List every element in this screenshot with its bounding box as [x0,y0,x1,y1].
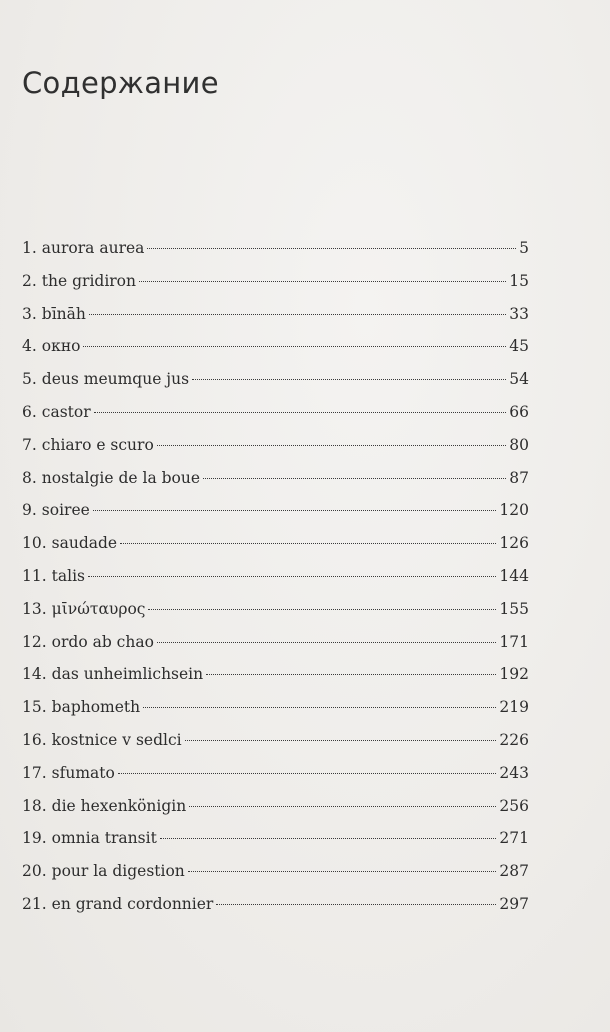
toc-entry-title: ordo ab chao [51,632,154,651]
toc-entry[interactable] [22,330,529,363]
toc-entry-page: 45 [509,337,529,356]
toc-entry[interactable] [22,429,529,462]
toc-entry[interactable] [22,396,529,429]
toc-entry[interactable] [22,691,529,724]
toc-entry[interactable] [22,790,529,823]
toc-dot-leader [147,248,516,249]
toc-entry-page: 171 [499,632,529,651]
toc-entry-page: 33 [509,304,529,323]
toc-dot-leader [157,445,506,446]
toc-entry-title: die hexenkönigin [51,796,187,815]
toc-dot-leader [148,609,496,610]
toc-entry-title: chiaro e scuro [41,435,154,454]
toc-entry-page: 256 [499,796,529,815]
toc-entry[interactable] [22,494,529,527]
toc-entry[interactable] [22,724,529,757]
toc-dot-leader [188,871,497,872]
toc-entry-title: окно [41,337,81,356]
toc-dot-leader [189,806,496,807]
toc-entry[interactable] [22,265,529,298]
toc-dot-leader [139,281,506,282]
toc-dot-leader [83,346,506,347]
toc-dot-leader [157,642,497,643]
toc-dot-leader [192,379,506,380]
toc-entry-title: das unheimlichsein [51,665,204,684]
toc-entry-page: 271 [499,829,529,848]
toc-entry-page: 5 [519,239,529,257]
toc-entry-number: 10. [22,534,47,553]
toc-entry[interactable] [22,822,529,855]
toc-entry-title: castor [41,402,91,421]
toc-entry-number: 7. [22,435,37,454]
toc-entry[interactable] [22,560,529,593]
toc-entry-number: 20. [22,862,47,881]
toc-entry-page: 66 [509,402,529,421]
toc-entry-page: 243 [499,763,529,782]
toc-entry[interactable] [22,855,529,888]
toc-entry-page: 126 [499,534,529,553]
toc-entry-number: 5. [22,370,37,389]
toc-entry-number: 6. [22,402,37,421]
toc-entry-number: 9. [22,501,37,520]
toc-entry[interactable] [22,593,529,626]
toc-entry-page: 144 [499,566,529,585]
toc-entry-page: 219 [499,698,529,717]
toc-entry-title: talis [51,566,85,585]
toc-entry-title: en grand cordonnier [51,894,214,913]
toc-entry-number: 14. [22,665,47,684]
toc-entry-number: 4. [22,337,37,356]
table-of-contents [22,232,529,921]
toc-dot-leader [206,674,496,675]
toc-dot-leader [203,478,506,479]
toc-entry-page: 226 [499,730,529,749]
toc-entry-title: nostalgie de la boue [41,468,201,487]
toc-entry-page: 192 [499,665,529,684]
toc-entry-title: baphometh [51,698,141,717]
toc-entry-title: saudade [51,534,118,553]
toc-entry-title: omnia transit [51,829,157,848]
toc-dot-leader [89,314,506,315]
toc-entry-number: 2. [22,271,37,290]
toc-entry-title: bīnāh [41,304,86,323]
toc-entry-number: 1. [22,239,37,257]
toc-entry-title: pour la digestion [51,862,185,881]
toc-dot-leader [88,576,496,577]
toc-entry-number: 16. [22,730,47,749]
toc-entry-number: 13. [22,599,47,618]
toc-entry-number: 18. [22,796,47,815]
toc-entry[interactable] [22,232,529,265]
toc-entry[interactable] [22,298,529,331]
toc-entry[interactable] [22,658,529,691]
toc-entry-title: kostnice v sedlci [51,730,182,749]
toc-entry-title: aurora aurea [41,239,145,257]
toc-entry-number: 17. [22,763,47,782]
toc-entry-page: 15 [509,271,529,290]
toc-dot-leader [216,904,496,905]
toc-entry[interactable] [22,888,529,921]
toc-entry[interactable] [22,757,529,790]
toc-entry-page: 297 [499,894,529,913]
toc-entry-page: 287 [499,862,529,881]
toc-entry[interactable] [22,527,529,560]
toc-dot-leader [143,707,496,708]
toc-entry-page: 120 [499,501,529,520]
toc-entry-number: 8. [22,468,37,487]
toc-entry-title: soiree [41,501,90,520]
toc-entry-number: 19. [22,829,47,848]
toc-entry-number: 15. [22,698,47,717]
toc-entry[interactable] [22,363,529,396]
toc-entry-page: 54 [509,370,529,389]
toc-entry-page: 87 [509,468,529,487]
toc-dot-leader [93,510,497,511]
toc-dot-leader [160,838,497,839]
toc-dot-leader [94,412,507,413]
toc-entry-title: sfumato [51,763,115,782]
page-title: Содержание [22,66,219,100]
toc-entry-page: 155 [499,599,529,618]
toc-dot-leader [120,543,496,544]
toc-entry-title: deus meumque jus [41,370,190,389]
toc-entry[interactable] [22,626,529,659]
toc-entry-title: the gridiron [41,271,137,290]
toc-entry-number: 12. [22,632,47,651]
toc-entry-page: 80 [509,435,529,454]
toc-entry-title: μῑνώταυρος [51,599,146,618]
toc-dot-leader [185,740,497,741]
toc-entry-number: 3. [22,304,37,323]
toc-dot-leader [118,773,497,774]
toc-entry-number: 21. [22,894,47,913]
toc-entry-number: 11. [22,566,47,585]
toc-entry[interactable] [22,462,529,495]
